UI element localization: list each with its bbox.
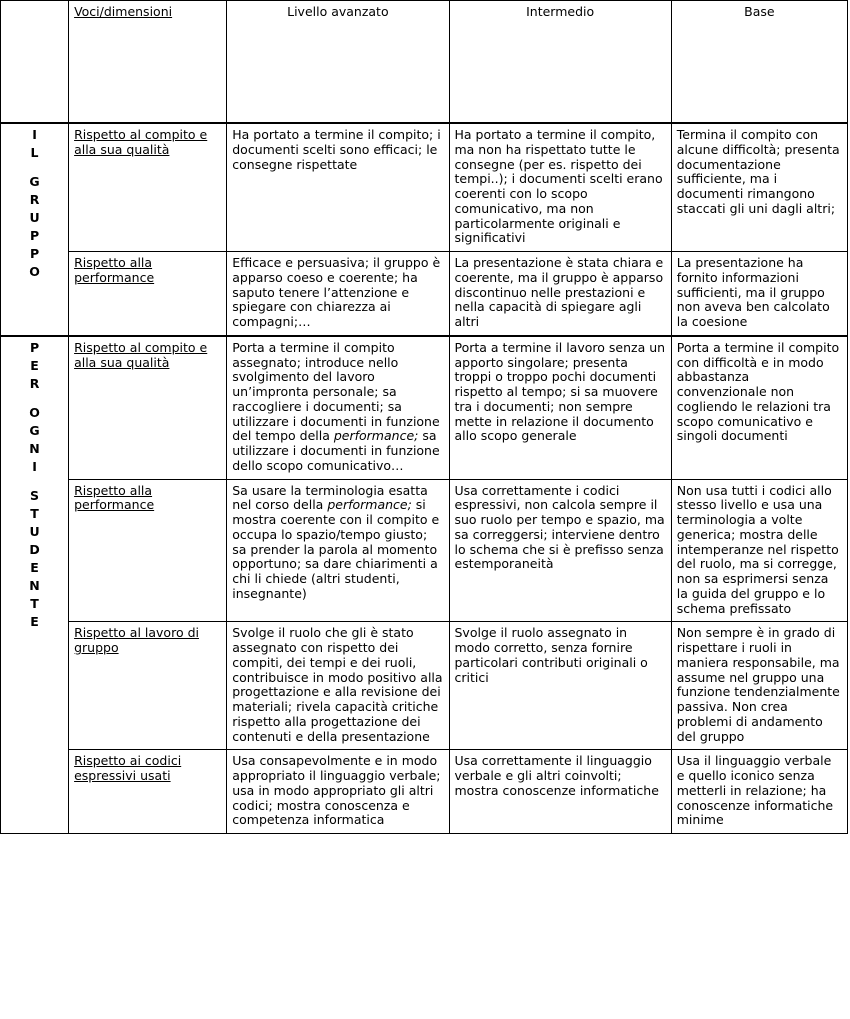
descriptor-advanced: Porta a termine il compito assegnato; introduce nello svolgimento del lavoro un’impronta personale; sa raccogliere i documenti; sa utilizzare i documenti in funzione del tempo della performance; sa utilizzare i documenti in funzione dello scopo comunicativo… bbox=[227, 336, 449, 479]
descriptor-base: Non sempre è in grado di rispettare i ruoli in maniera responsabile, ma assume nel gruppo una funzione tendenzialmente passiva. Non crea problemi di andamento del gruppo bbox=[671, 622, 847, 750]
descriptor-advanced: Sa usare la terminologia esatta nel corso della performance; si mostra coerente con il compito e occupa lo spazio/tempo giusto; sa prender la parola al momento opportuno; sa dare chiarimenti a chi li chiede (altri studenti, insegnante) bbox=[227, 479, 449, 622]
group-label-per-ogni-studente: P E R O G N I S T U D E N T E bbox=[1, 336, 69, 834]
dimension-label: Rispetto al compito e alla sua qualità bbox=[69, 123, 227, 252]
header-level-advanced: Livello avanzato bbox=[227, 1, 449, 124]
table-row bbox=[1, 479, 848, 622]
descriptor-intermediate: Usa correttamente il linguaggio verbale e gli altri coinvolti; mostra conoscenze informatiche bbox=[449, 750, 671, 834]
table-header-row bbox=[1, 1, 848, 124]
descriptor-base: Usa il linguaggio verbale e quello iconico senza metterli in relazione; ha conoscenze informatiche minime bbox=[671, 750, 847, 834]
header-dimension-label: Voci/dimensioni bbox=[69, 1, 227, 124]
descriptor-intermediate: Usa correttamente i codici espressivi, non calcola sempre il suo ruolo per tempo e spazio, ma sa correggersi; interviene dentro lo schema che si è prefisso senza estemporaneità bbox=[449, 479, 671, 622]
table-row bbox=[1, 336, 848, 479]
table-row bbox=[1, 750, 848, 834]
descriptor-advanced: Usa consapevolmente e in modo appropriato il linguaggio verbale; usa in modo appropriato gli altri codici; mostra conoscenza e competenza informatica bbox=[227, 750, 449, 834]
header-corner-cell bbox=[1, 1, 69, 124]
descriptor-base: La presentazione ha fornito informazioni sufficienti, ma il gruppo non aveva ben calcolato la coesione bbox=[671, 252, 847, 336]
descriptor-base: Non usa tutti i codici allo stesso livello e usa una terminologia a volte generica; mostra delle intemperanze nel rispetto del ruolo, ma si corregge, non sa esprimersi senza la guida del gruppo e lo schema prefissato bbox=[671, 479, 847, 622]
descriptor-advanced: Ha portato a termine il compito; i documenti scelti sono efficaci; le consegne rispettate bbox=[227, 123, 449, 252]
table-row bbox=[1, 622, 848, 750]
dimension-label: Rispetto alla performance bbox=[69, 252, 227, 336]
table-row bbox=[1, 123, 848, 252]
dimension-label: Rispetto alla performance bbox=[69, 479, 227, 622]
group-label-il-gruppo: I L G R U P P O bbox=[1, 123, 69, 336]
header-level-intermediate: Intermedio bbox=[449, 1, 671, 124]
header-level-base: Base bbox=[671, 1, 847, 124]
descriptor-base: Porta a termine il compito con difficoltà e in modo abbastanza convenzionale non cogliendo le relazioni tra scopo comunicativo e singoli documenti bbox=[671, 336, 847, 479]
dimension-label: Rispetto al compito e alla sua qualità bbox=[69, 336, 227, 479]
descriptor-intermediate: La presentazione è stata chiara e coerente, ma il gruppo è apparso discontinuo nelle prestazioni e nella capacità di spiegare agli altri bbox=[449, 252, 671, 336]
table-row bbox=[1, 252, 848, 336]
descriptor-advanced: Svolge il ruolo che gli è stato assegnato con rispetto dei compiti, dei tempi e dei ruoli, contribuisce in modo positivo alla progettazione e alla revisione dei materiali; rivela capacità critiche rispetto alla progettazione dei contenuti e della presentazione bbox=[227, 622, 449, 750]
descriptor-intermediate: Ha portato a termine il compito, ma non ha rispettato tutte le consegne (per es. rispetto dei tempi..); i documenti scelti erano coerenti con lo scopo comunicativo, ma non particolarmente originali e significativi bbox=[449, 123, 671, 252]
descriptor-intermediate: Svolge il ruolo assegnato in modo corretto, senza fornire particolari contributi originali o critici bbox=[449, 622, 671, 750]
dimension-label: Rispetto al lavoro di gruppo bbox=[69, 622, 227, 750]
descriptor-base: Termina il compito con alcune difficoltà; presenta documentazione sufficiente, ma i documenti rimangono staccati gli uni dagli altri; bbox=[671, 123, 847, 252]
dimension-label: Rispetto ai codici espressivi usati bbox=[69, 750, 227, 834]
descriptor-intermediate: Porta a termine il lavoro senza un apporto singolare; presenta troppi o troppo pochi documenti rispetto al tempo; si sa muovere tra i documenti; non sempre mette in relazione il documento allo scopo generale bbox=[449, 336, 671, 479]
descriptor-advanced: Efficace e persuasiva; il gruppo è apparso coeso e coerente; ha saputo tenere l’attenzione e spiegare con chiarezza ai compagni;… bbox=[227, 252, 449, 336]
